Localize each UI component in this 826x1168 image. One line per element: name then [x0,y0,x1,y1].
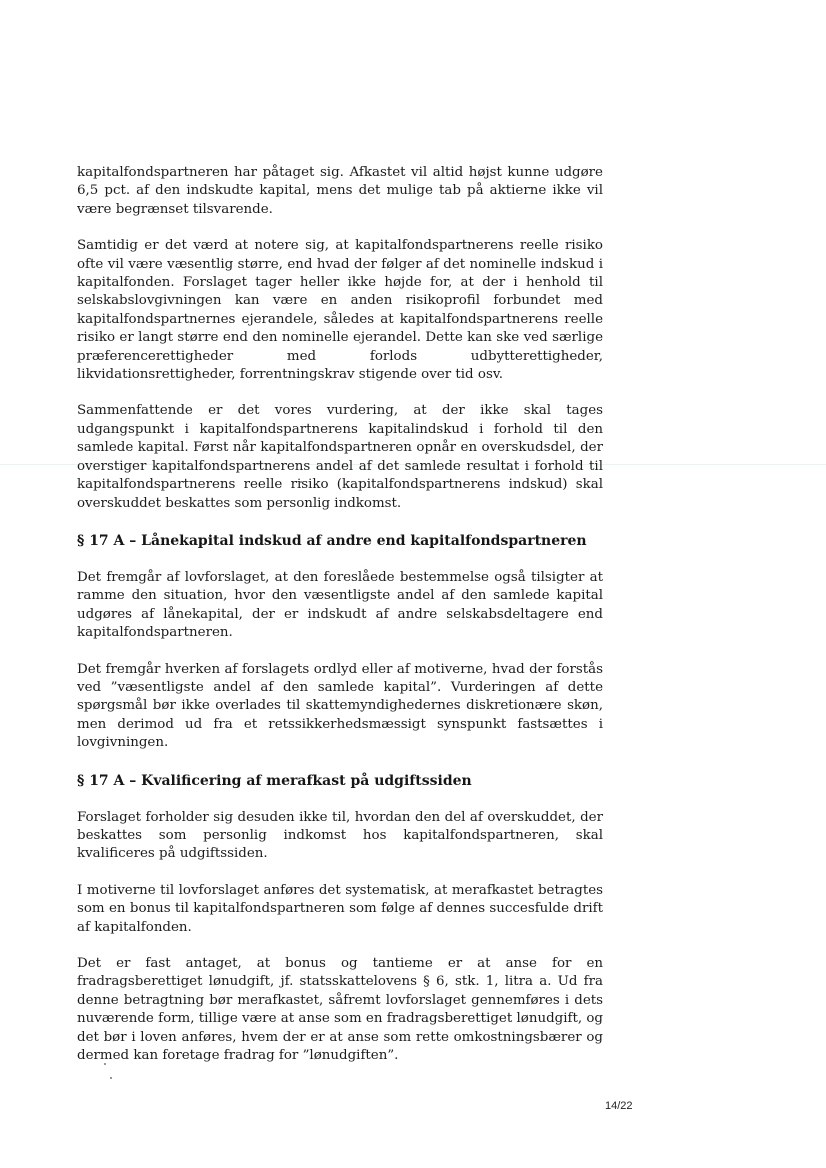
scan-speck [110,1077,112,1079]
paragraph-loan-capital: Det fremgår af lovforslaget, at den foreslåede bestemmelse også tilsigter at ramme den situation, hvor den væsentligste andel af den samlede kapital udgøres af lånekapital, der er indskudt af andre selskabsdeltagere end kapitalfondspartneren. [77,569,603,641]
paragraph-risk-return: kapitalfondspartneren har påtaget sig. Afkastet vil altid højst kunne udgøre 6,5 pct. af den indskudte kapital, mens det mulige tab på aktierne ikke vil være begrænset tilsvarende. [77,165,603,217]
paragraph-essential-share: Det fremgår hverken af forslagets ordlyd eller af motiverne, hvad der forstås ved ”væsentligste andel af den samlede kapital”. Vurderingen af dette spørgsmål bør ikke overlades til skattemyndighedernes diskretionære skøn, men derimod ud fra et retssikkerhedsmæssigt synspunkt fastsættes i lovgivningen. [77,661,603,751]
paragraph-summary-assessment: Sammenfattende er det vores vurdering, at der ikke skal tages udgangspunkt i kapitalfondspartnerens kapitalindskud i forhold til den samlede kapital. Først når kapitalfondspartneren opnår en overskudsdel, der overstiger kapitalfondspartnerens andel af det samlede resultat i forhold til kapitalfondspartnerens reelle risiko (kapitalfondspartnerens indskud) skal overskuddet beskattes som personlig indkomst. [77,403,603,511]
paragraph-salary-deduction: Det er fast antaget, at bonus og tantieme er at anse for en fradragsberettiget lønudgift, jf. statsskattelovens § 6, stk. 1, litra a. Ud fra denne betragtning bør merafkastet, såfremt lovforslaget gennemføres i dets nuværende form, tillige være at anse som en fradragsberettiget lønudgift, og det bør i loven anføres, hvem der er at anse som rette omkostningsbærer og dermed kan foretage fradrag for ”lønudgiften”. [77,956,603,1064]
paragraph-expense-qualification: Forslaget forholder sig desuden ikke til, hvordan den del af overskuddet, der beskattes som personlig indkomst hos kapitalfondspartneren, skal kvalificeres på udgiftssiden. [77,809,603,862]
document-body [77,164,603,1065]
page-number: 14/22 [605,1100,633,1112]
paragraph-real-risk: Samtidig er det værd at notere sig, at kapitalfondspartnerens reelle risiko ofte vil være væsentlig større, end hvad der følger af det nominelle indskud i kapitalfonden. Forslaget tager heller ikke højde for, at der i henhold til selskabslovgivningen kan være en anden risikoprofil forbundet med kapitalfondspartnernes ejerandele, således at kapitalfondspartnerens reelle risiko er langt større end den nominelle ejerandel. Dette kan ske ved særlige præferencerettigheder med forlods udbytterettigheder, likvidationsrettigheder, forrentningskrav stigende over tid osv. [77,238,603,383]
section-heading-loan-capital: § 17 A – Lånekapital indskud af andre end kapitalfondspartneren [77,532,587,549]
paragraph-bonus-motives: I motiverne til lovforslaget anføres det systematisk, at merafkastet betragtes som en bonus til kapitalfondspartneren som følge af dennes succesfulde drift af kapitalfonden. [77,882,603,935]
section-heading-excess-return: § 17 A – Kvalificering af merafkast på udgiftssiden [77,772,472,789]
